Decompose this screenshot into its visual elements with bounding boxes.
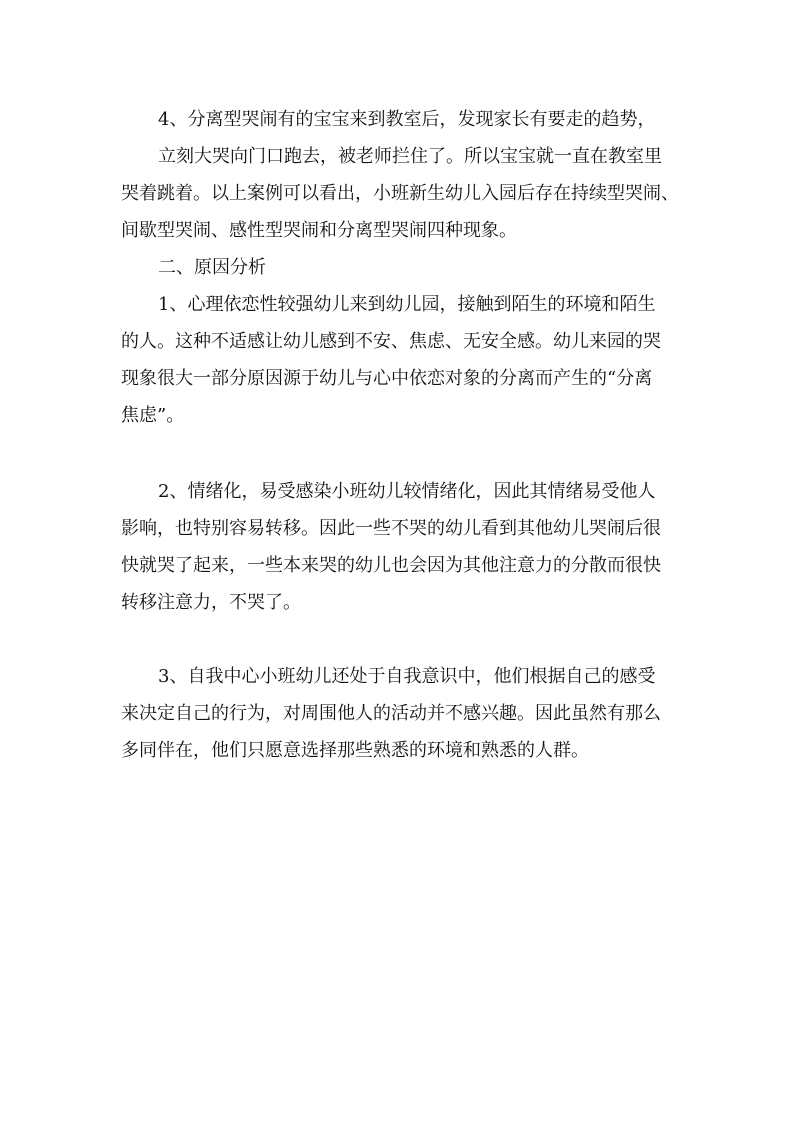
paragraph-line: 现象很大一部分原因源于幼儿与心中依恋对象的分离而产生的“分离	[121, 368, 653, 389]
paragraph-line: 4、分离型哭闹有的宝宝来到教室后，发现家长有要走的趋势，	[158, 109, 656, 130]
paragraph-line: 间歇型哭闹、感性型哭闹和分离型哭闹四种现象。	[121, 220, 517, 241]
paragraph-line: 立刻大哭向门口跑去，被老师拦住了。所以宝宝就一直在教室里	[158, 146, 662, 167]
paragraph-line: 转移注意力，不哭了。	[121, 592, 301, 613]
section-heading: 二、原因分析	[158, 257, 266, 278]
paragraph-line: 2、情绪化，易受感染小班幼儿较情绪化，因此其情绪易受他人	[158, 481, 656, 502]
paragraph-line: 多同伴在，他们只愿意选择那些熟悉的环境和熟悉的人群。	[121, 740, 589, 761]
paragraph-line: 快就哭了起来，一些本来哭的幼儿也会因为其他注意力的分散而很快	[121, 555, 661, 576]
paragraph-line: 来决定自己的行为，对周围他人的活动并不感兴趣。因此虽然有那么	[121, 703, 661, 724]
paragraph-line: 焦虑”。	[121, 405, 185, 426]
paragraph-line: 影响，也特别容易转移。因此一些不哭的幼儿看到其他幼儿哭闹后很	[121, 518, 661, 539]
paragraph-line: 哭着跳着。以上案例可以看出，小班新生幼儿入园后存在持续型哭闹、	[121, 183, 679, 204]
paragraph-line: 的人。这种不适感让幼儿感到不安、焦虑、无安全感。幼儿来园的哭	[121, 331, 661, 352]
paragraph-line: 1、心理依恋性较强幼儿来到幼儿园，接触到陌生的环境和陌生	[158, 294, 656, 315]
paragraph-line: 3、自我中心小班幼儿还处于自我意识中，他们根据自己的感受	[158, 666, 656, 687]
